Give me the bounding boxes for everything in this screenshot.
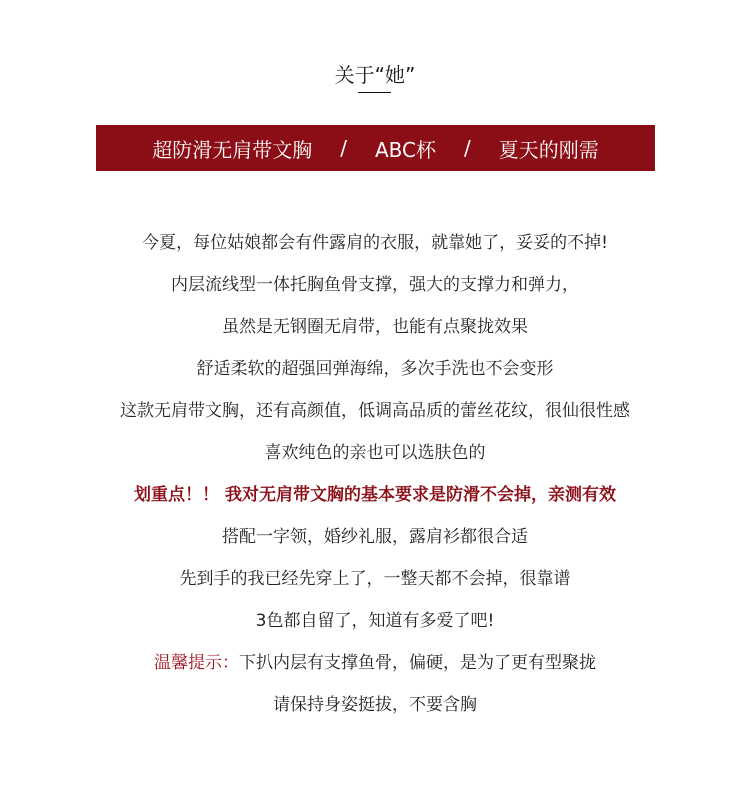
description-list [0,222,750,726]
description-line: 内层流线型一体托胸鱼骨支撑，强大的支撑力和弹力， [171,275,579,295]
section-heading [0,60,750,90]
banner-item-summer: 夏天的刚需 [498,137,599,162]
description-line: 舒适柔软的超强回弹海绵，多次手洗也不会变形 [196,359,554,379]
banner-item-cup: ABC杯 [374,137,436,162]
description-line: 虽然是无钢圈无肩带，也能有点聚拢效果 [222,317,528,337]
feature-banner [96,125,655,171]
description-line: 这款无肩带文胸，还有高颜值，低调高品质的蕾丝花纹，很仙很性感 [120,401,630,421]
heading-quoted: “她” [374,63,416,87]
key-point-line: 划重点！！ 我对无肩带文胸的基本要求是防滑不会掉，亲测有效 [134,485,616,505]
description-line: 喜欢纯色的亲也可以选肤色的 [264,443,486,463]
description-line: 3色都自留了，知道有多爱了吧! [255,611,495,631]
description-line: 请保持身姿挺拔，不要含胸 [273,695,477,715]
banner-separator: / [340,136,347,160]
description-line: 搭配一字领，婚纱礼服，露肩衫都很合适 [222,527,528,547]
tip-label: 温馨提示： [154,653,239,673]
tip-text: 下扒内层有支撑鱼骨，偏硬，是为了更有型聚拢 [239,653,596,673]
tip-line [0,642,750,684]
banner-item-nonslip: 超防滑无肩带文胸 [152,137,313,162]
heading-prefix: 关于 [334,63,375,87]
description-line: 先到手的我已经先穿上了，一整天都不会掉，很靠谱 [179,569,571,589]
banner-separator: / [464,136,471,160]
description-line: 今夏，每位姑娘都会有件露肩的衣服，就靠她了，妥妥的不掉! [142,233,608,253]
heading-underline [358,92,391,93]
